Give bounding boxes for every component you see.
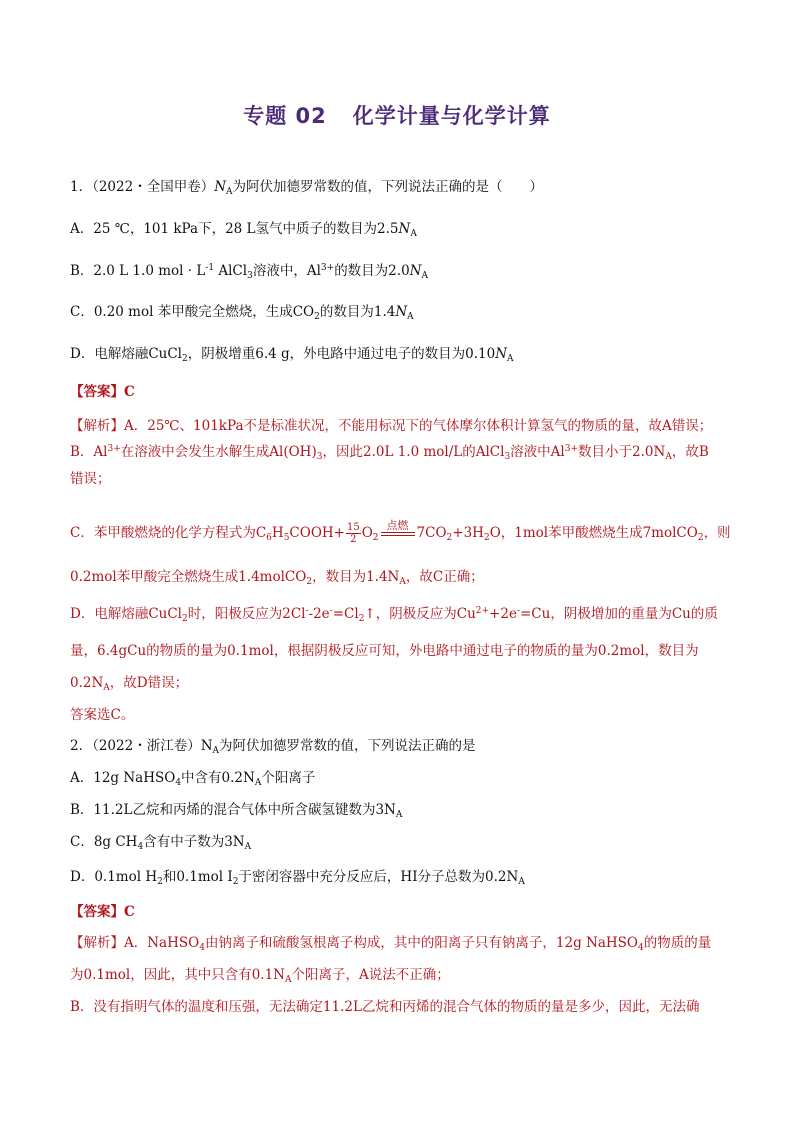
q1-explanation-b: B．$Al^{3+}$在溶液中会发生水解生成$Al(OH)_3$，因此2.0L 1.0 mol/L的AlCl$_3$溶液中$Al^{3+}$数目小于$2.0N_A$，故B: [70, 444, 709, 462]
page-title: [0, 100, 794, 130]
q1-option-b: B．2.0 L 1.0 mol · $L^{-1}$ AlCl$_3$溶液中，$Al^{3+}$的数目为$2.0N_A$: [70, 263, 428, 281]
q1-explanation-b-cont: 错误；: [70, 471, 111, 487]
q1-option-a: A．25 ℃，101 kPa下，28 L氢气中质子的数目为$2.5N_A$: [70, 221, 417, 239]
q2-option-a: A．12g NaHSO$_4$中含有$0.2N_A$个阳离子: [70, 770, 316, 788]
q1-explanation-d: D．电解熔融CuCl$_2$时，阳极反应为$2Cl^--2e^-=Cl_2↑$，阴极反应为$Cu^{2+}+2e^-=Cu$，阴极增加的重量为Cu的质: [70, 606, 718, 624]
q1-explanation-a: 【解析】A．25℃、101kPa不是标准状况，不能用标况下的气体摩尔体积计算氢气的物质的量，故A错误；: [70, 418, 713, 434]
q1-explanation-c-cont: 0.2mol苯甲酸完全燃烧生成1.4molCO$_2$，数目为$1.4N_A$，故C正确；: [70, 569, 484, 587]
q2-option-d: D．0.1mol $H_2$和0.1mol $I_2$于密闭容器中充分反应后，HI分子总数为$0.2N_A$: [70, 869, 525, 887]
q2-explanation-b: B．没有指明气体的温度和压强，无法确定11.2L乙烷和丙烯的混合气体的物质的量是多少，因此，无法确: [70, 999, 700, 1015]
fraction-15-over-2: $\frac{15}{2}$: [346, 522, 360, 545]
q1-explanation-c: C．苯甲酸燃烧的化学方程式为$C_6H_5COOH+$ $\frac{15}{2}$ $O_2$ 点燃 $7CO_2+3H_2O$，1mol苯甲酸燃烧生成7molCO$_2$，则: [70, 519, 731, 545]
title-topic-number: 专题 02: [243, 104, 327, 128]
q1-final-answer: 答案选C。: [70, 707, 135, 723]
title-topic-name: 化学计量与化学计算: [352, 104, 551, 128]
q2-stem: 2．（2022・浙江卷）$N_A$为阿伏加德罗常数的值，下列说法正确的是: [70, 738, 476, 756]
q2-explanation-a: 【解析】A．NaHSO$_4$由钠离子和硫酸氢根离子构成，其中的阳离子只有钠离子，12g NaHSO$_4$的物质的量: [70, 935, 712, 953]
q1-explanation-d-end: $0.2N_A$，故D错误；: [70, 675, 189, 693]
q1-stem: 1．（2022・全国甲卷）$N_A$为阿伏加德罗常数的值，下列说法正确的是（ ）: [70, 179, 544, 197]
q2-answer: 【答案】C: [70, 904, 135, 920]
reaction-condition: 点燃: [381, 520, 415, 536]
q1-option-d: D．电解熔融CuCl$_2$，阴极增重6.4 g，外电路中通过电子的数目为$0.10N_A$: [70, 346, 514, 364]
q2-explanation-a-cont: 为0.1mol，因此，其中只含有$0.1N_A$个阳离子，A说法不正确；: [70, 967, 450, 985]
q2-option-c: C．8g $CH_4$含有中子数为$3N_A$: [70, 834, 252, 852]
q2-option-b: B．11.2L乙烷和丙烯的混合气体中所含碳氢键数为$3N_A$: [70, 802, 403, 820]
q1-explanation-d-cont: 量，6.4gCu的物质的量为0.1mol，根据阴极反应可知，外电路中通过电子的物质的量为0.2mol，数目为: [70, 643, 699, 659]
q1-answer: 【答案】C: [70, 384, 135, 400]
q1-option-c: C．0.20 mol 苯甲酸完全燃烧，生成$CO_2$的数目为$1.4N_A$: [70, 304, 414, 322]
